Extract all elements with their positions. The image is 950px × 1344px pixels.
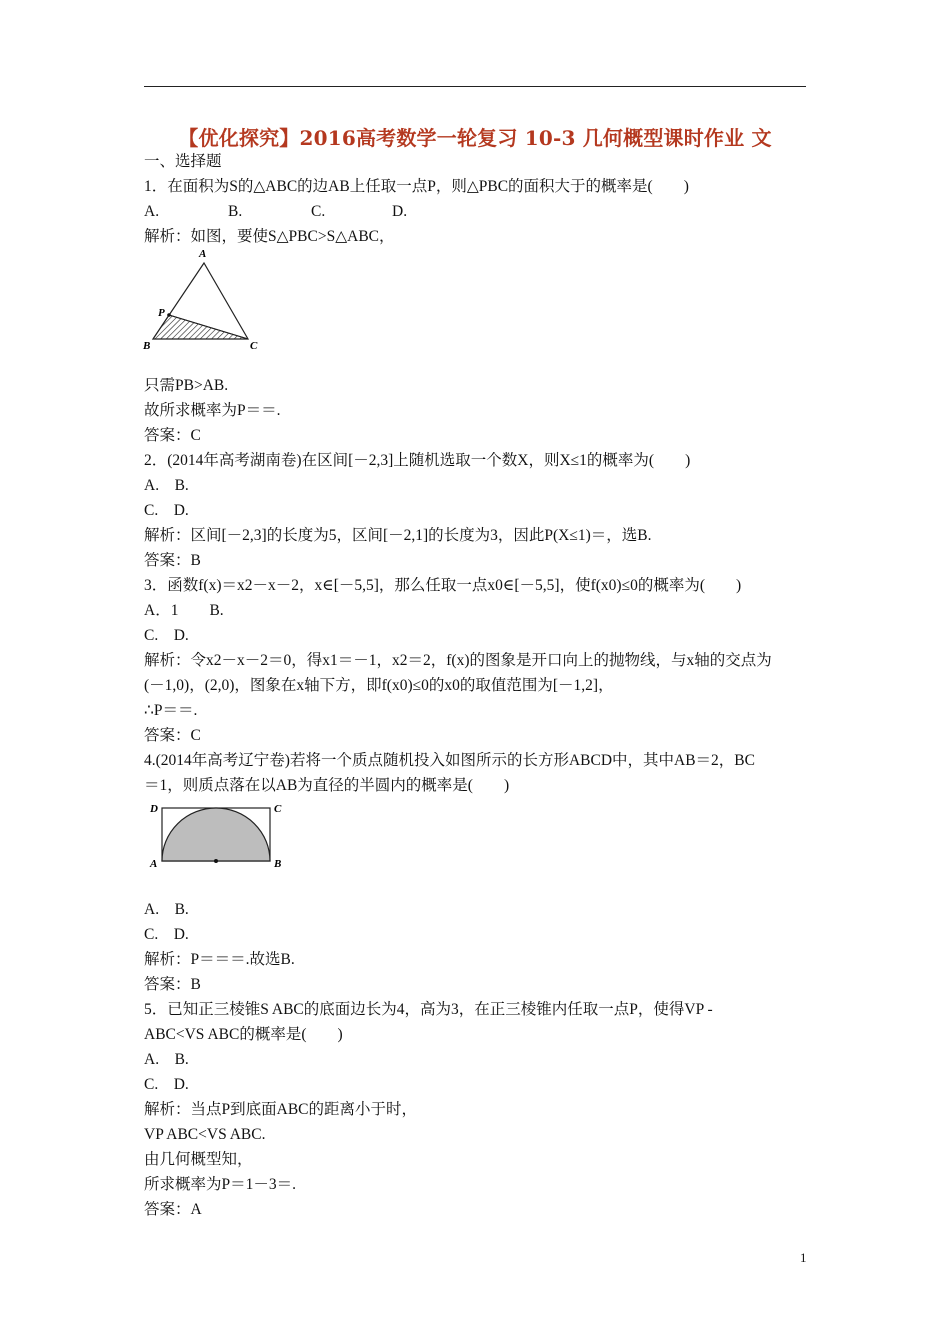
q5-answer: 答案：A bbox=[144, 1201, 202, 1218]
section-heading: 一、选择题 bbox=[144, 153, 222, 170]
q4-answer: 答案：B bbox=[144, 976, 201, 993]
q3-analysis-3: ∴P＝＝. bbox=[144, 702, 198, 719]
q1-step2: 故所求概率为P＝＝. bbox=[144, 402, 281, 419]
q1-option-b: B. bbox=[228, 203, 243, 220]
q4-stem-1: 4.(2014年高考辽宁卷)若将一个质点随机投入如图所示的长方形ABCD中，其中AB＝2，BC bbox=[144, 752, 755, 769]
q3-options-ab: A．1 B. bbox=[144, 602, 224, 619]
q4-analysis: 解析：P＝＝＝.故选B. bbox=[144, 951, 295, 968]
q2-stem: 2．(2014年高考湖南卷)在区间[－2,3]上随机选取一个数X，则X≤1的概率为( ) bbox=[144, 452, 691, 469]
q1-step1: 只需PB>AB. bbox=[144, 377, 229, 394]
label-b: B bbox=[143, 340, 151, 352]
q5-stem-2: ABC<VS ABC的概率是( ) bbox=[144, 1026, 343, 1043]
q1-option-a: A. bbox=[144, 203, 160, 220]
point-p bbox=[167, 313, 171, 317]
q3-analysis-2: (－1,0)，(2,0)，图象在x轴下方，即f(x0)≤0的x0的取值范围为[－1,2]， bbox=[144, 677, 614, 694]
q1-stem: 1．在面积为S的△ABC的边AB上任取一点P，则△PBC的面积大于的概率是( ) bbox=[144, 178, 689, 195]
label-a: A bbox=[150, 858, 158, 870]
q1-option-d: D. bbox=[392, 203, 408, 220]
label-p: P bbox=[158, 307, 165, 319]
q2-answer: 答案：B bbox=[144, 552, 201, 569]
header-rule bbox=[144, 86, 806, 87]
q5-analysis-3: 由几何概型知， bbox=[144, 1151, 253, 1168]
q3-analysis-1: 解析：令x2－x－2＝0，得x1＝－1，x2＝2，f(x)的图象是开口向上的抛物线，与x轴的交点为 bbox=[144, 652, 772, 669]
q2-analysis: 解析：区间[－2,3]的长度为5，区间[－2,1]的长度为3，因此P(X≤1)＝，选B. bbox=[144, 527, 652, 544]
q4-stem-2: ＝1，则质点落在以AB为直径的半圆内的概率是( ) bbox=[144, 777, 510, 794]
q4-options-ab: A. B. bbox=[144, 901, 189, 918]
q5-options-ab: A. B. bbox=[144, 1051, 189, 1068]
q2-options-cd: C. D. bbox=[144, 502, 189, 519]
q1-analysis: 解析：如图，要使S△PBC>S△ABC， bbox=[144, 228, 395, 245]
semicircle-shaded bbox=[162, 808, 270, 861]
q3-stem: 3．函数f(x)＝x2－x－2，x∈[－5,5]，那么任取一点x0∈[－5,5]，使f(x0)≤0的概率为( ) bbox=[144, 577, 742, 594]
q5-stem-1: 5．已知正三棱锥S ABC的底面边长为4，高为3，在正三棱锥内任取一点P，使得VP - bbox=[144, 1001, 713, 1018]
label-c: C bbox=[274, 803, 282, 815]
q2-options-ab: A. B. bbox=[144, 477, 189, 494]
q1-answer: 答案：C bbox=[144, 427, 201, 444]
q4-rectangle-figure bbox=[144, 798, 294, 872]
q3-options-cd: C. D. bbox=[144, 627, 189, 644]
q5-analysis-1: 解析：当点P到底面ABC的距离小于时， bbox=[144, 1101, 417, 1118]
label-c: C bbox=[250, 340, 258, 352]
label-d: D bbox=[150, 803, 158, 815]
label-b: B bbox=[274, 858, 282, 870]
label-a: A bbox=[199, 248, 207, 260]
document-title: 【优化探究】2016高考数学一轮复习 10-3 几何概型课时作业 文 bbox=[178, 126, 772, 150]
q5-analysis-4: 所求概率为P＝1－3＝. bbox=[144, 1176, 296, 1193]
q1-option-c: C. bbox=[311, 203, 326, 220]
q5-options-cd: C. D. bbox=[144, 1076, 189, 1093]
q1-triangle-figure bbox=[140, 246, 270, 354]
q4-options-cd: C. D. bbox=[144, 926, 189, 943]
q3-answer: 答案：C bbox=[144, 727, 201, 744]
center-point bbox=[214, 859, 218, 863]
q5-analysis-2: VP ABC<VS ABC. bbox=[144, 1126, 266, 1143]
q1-options bbox=[144, 202, 407, 222]
page-number: 1 bbox=[800, 1250, 807, 1265]
